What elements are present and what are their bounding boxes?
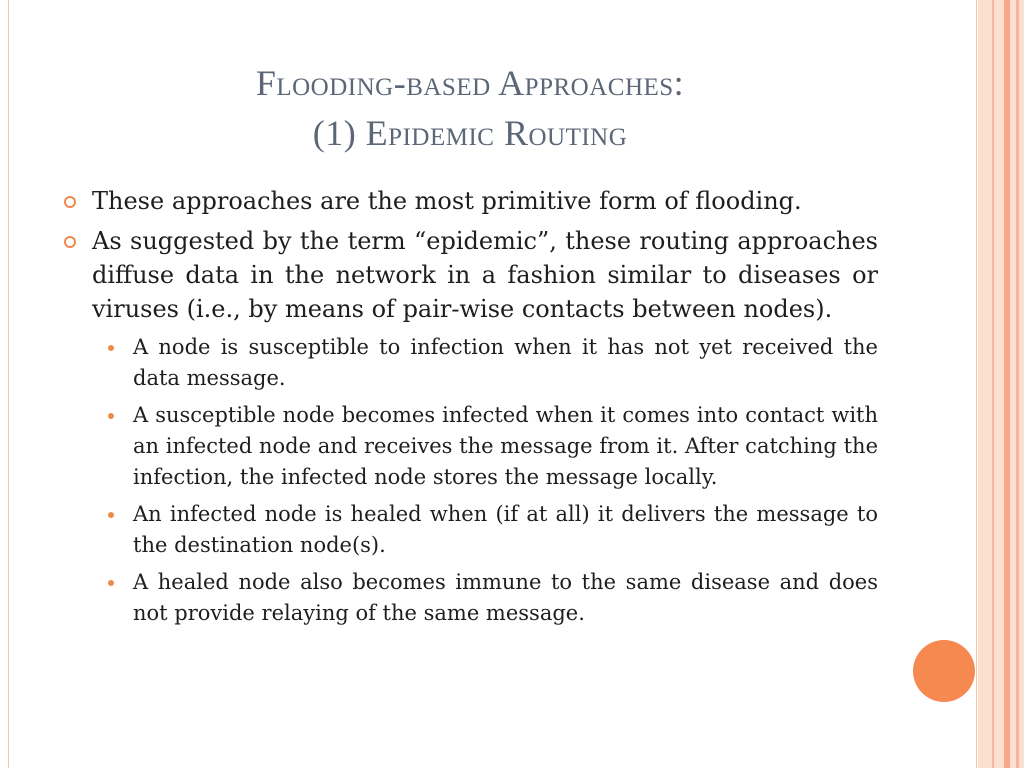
decorative-stripe	[1004, 0, 1010, 768]
sub-bullet-item	[104, 332, 878, 394]
bullet-item	[58, 184, 878, 218]
dot-bullet-icon	[108, 580, 114, 586]
sub-bullet-text: A healed node also becomes immune to the same disease and does not provide relaying of the same message.	[133, 570, 878, 625]
decorative-circle	[913, 640, 975, 702]
ring-bullet-icon	[64, 196, 76, 208]
sub-bullet-text: A susceptible node becomes infected when it comes into contact with an infected node and receives the message from it. After catching the infection, the infected node stores the message locally.	[133, 403, 878, 489]
slide-title-line-2: (1) Epidemic Routing	[312, 113, 628, 153]
ring-bullet-icon	[64, 236, 76, 248]
dot-bullet-icon	[108, 345, 114, 351]
sub-bullet-item	[104, 567, 878, 629]
sub-bullet-item	[104, 400, 878, 493]
sub-bullet-item	[104, 499, 878, 561]
bullet-item	[58, 224, 878, 326]
dot-bullet-icon	[108, 413, 114, 419]
dot-bullet-icon	[108, 512, 114, 518]
slide-content	[58, 184, 878, 635]
decorative-stripe	[1016, 0, 1019, 768]
slide-title	[60, 58, 880, 158]
slide-title-line-1: Flooding-based Approaches:	[255, 63, 685, 103]
sub-bullet-text: An infected node is healed when (if at all) it delivers the message to the destination node(s).	[133, 502, 878, 557]
bullet-text: As suggested by the term “epidemic”, these routing approaches diffuse data in the network in a fashion similar to diseases or viruses (i.e., by means of pair-wise contacts between nodes).	[92, 227, 878, 323]
sub-bullet-text: A node is susceptible to infection when it has not yet received the data message.	[133, 335, 878, 390]
decorative-stripe	[992, 0, 994, 768]
bullet-text: These approaches are the most primitive form of flooding.	[92, 187, 802, 215]
